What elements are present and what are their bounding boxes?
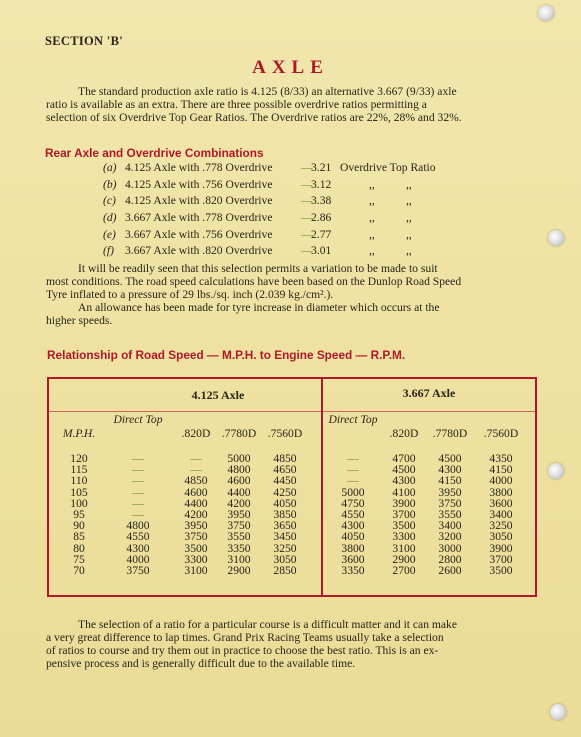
column-820d-4125 xyxy=(176,453,216,576)
combination-ratio: 3.12 xyxy=(311,177,332,191)
combination-letter: (c) xyxy=(103,194,116,208)
table-cell: 4200 xyxy=(184,507,208,521)
ditto-mark: ,, xyxy=(406,194,412,208)
combination-text: 3.667 Axle with .820 Overdrive xyxy=(125,244,273,258)
table-cell: 3300 xyxy=(392,530,416,544)
table-cell: 2600 xyxy=(438,563,462,577)
combination-text: 3.667 Axle with .756 Overdrive xyxy=(125,227,273,241)
table-cell: 3250 xyxy=(489,519,513,533)
combination-ratio: 3.21 xyxy=(311,161,332,174)
combination-ratio: 2.86 xyxy=(311,211,332,225)
mph-cell: 70 xyxy=(73,563,85,577)
mph-cell: 80 xyxy=(73,541,85,555)
table-cell: 3000 xyxy=(438,541,462,555)
table-cell: 4300 xyxy=(392,474,416,488)
table-cell: 3300 xyxy=(184,552,208,566)
ditto-mark: ,, xyxy=(406,211,412,225)
table-cell: 3200 xyxy=(438,530,462,544)
table-cell: 3450 xyxy=(273,530,297,544)
combination-ratio: 2.77 xyxy=(311,227,332,241)
table-cell: 4250 xyxy=(273,485,297,499)
table-cell: 3700 xyxy=(392,507,416,521)
table-cell: 3350 xyxy=(227,541,251,555)
table-cell: — xyxy=(347,463,359,477)
column-7560d-4125 xyxy=(261,453,309,576)
col-header-7780d-4125: .7780D xyxy=(221,427,257,440)
intro-line: selection of six Overdrive Top Gear Ratios. The Overdrive ratios are 22%, 28% and 32%. xyxy=(46,111,462,124)
mph-cell: 120 xyxy=(70,452,88,465)
table-cell: — xyxy=(132,452,144,465)
column-820d-3667 xyxy=(384,453,424,576)
mph-cell: 110 xyxy=(70,474,88,488)
table-cell: — xyxy=(347,452,359,465)
combination-text: 4.125 Axle with .778 Overdrive xyxy=(125,161,273,174)
combination-row xyxy=(103,243,523,260)
table-cell: — xyxy=(132,496,144,510)
ditto-mark: ,, xyxy=(369,227,375,241)
combination-letter: (b) xyxy=(103,177,117,191)
combination-letter: (a) xyxy=(103,161,117,174)
table-cell: 4550 xyxy=(341,507,365,521)
table-cell: 3950 xyxy=(184,519,208,533)
table-cell: 2800 xyxy=(438,552,462,566)
section-label: SECTION 'B' xyxy=(45,34,123,48)
combinations-heading: Rear Axle and Overdrive Combinations xyxy=(45,146,264,160)
combination-letter: (e) xyxy=(103,227,116,241)
combination-ratio: 3.38 xyxy=(311,194,332,208)
ditto-mark: ,, xyxy=(369,244,375,258)
combination-description: Overdrive Top Ratio xyxy=(340,161,436,174)
allowance-line: higher speeds. xyxy=(46,314,113,327)
table-cell: 4600 xyxy=(227,474,251,488)
combination-row xyxy=(103,227,523,244)
table-cell: — xyxy=(132,463,144,477)
mph-header: M.P.H. xyxy=(62,427,96,440)
table-cell: 4000 xyxy=(489,474,513,488)
table-cell: 4600 xyxy=(184,485,208,499)
binder-hole-bottom xyxy=(550,704,566,720)
table-cell: 3050 xyxy=(489,530,513,544)
closing-line: The selection of a ratio for a particular course is a difficult matter and it can make xyxy=(78,618,457,631)
col-header-direct-top-4125: Direct Top xyxy=(113,413,163,426)
ditto-mark: ,, xyxy=(369,211,375,225)
table-cell: — xyxy=(347,474,359,488)
table-cell: 4500 xyxy=(392,463,416,477)
table-cell: 4300 xyxy=(438,463,462,477)
table-cell: 3950 xyxy=(438,485,462,499)
table-cell: 3700 xyxy=(489,552,513,566)
col-header-820d-4125: .820D xyxy=(181,427,211,440)
combination-dash: — xyxy=(301,244,313,258)
table-cell: 4300 xyxy=(126,541,150,555)
table-cell: — xyxy=(190,452,202,465)
table-cell: 2700 xyxy=(392,563,416,577)
table-cell: 3850 xyxy=(273,507,297,521)
tyre-line: most conditions. The road speed calculations have been based on the Dunlop Road Speed xyxy=(46,275,462,288)
table-cell: 3750 xyxy=(126,563,150,577)
table-cell: 3600 xyxy=(489,496,513,510)
intro-paragraph xyxy=(46,85,533,124)
table-cell: 4100 xyxy=(392,485,416,499)
allowance-line: An allowance has been made for tyre increase in diameter which occurs at the xyxy=(78,301,440,314)
group-header-3667: 3.667 Axle xyxy=(402,386,456,400)
table-cell: 5000 xyxy=(227,452,251,465)
col-header-7560d-4125: .7560D xyxy=(267,427,303,440)
combination-row xyxy=(103,177,523,194)
table-cell: — xyxy=(190,463,202,477)
table-cell: 3500 xyxy=(184,541,208,555)
combination-text: 4.125 Axle with .820 Overdrive xyxy=(125,194,273,208)
binder-hole-lower xyxy=(548,463,564,479)
tyre-line: It will be readily seen that this selection permits a variation to be made to suit xyxy=(78,262,438,275)
table-cell: 4150 xyxy=(489,463,513,477)
ditto-mark: ,, xyxy=(369,194,375,208)
table-cell: 3250 xyxy=(273,541,297,555)
col-header-7560d-3667: .7560D xyxy=(483,427,519,440)
page-title: AXLE xyxy=(252,57,329,78)
group-header-4125: 4.125 Axle xyxy=(191,388,245,402)
mph-cell: 105 xyxy=(70,485,88,499)
table-cell: 3750 xyxy=(227,519,251,533)
table-cell: 3550 xyxy=(438,507,462,521)
table-cell: 3100 xyxy=(184,563,208,577)
speed-table xyxy=(47,377,537,597)
table-cell: 4700 xyxy=(392,452,416,465)
combination-letter: (d) xyxy=(103,211,117,225)
table-cell: 3950 xyxy=(227,507,251,521)
table-cell: 4400 xyxy=(227,485,251,499)
table-cell: — xyxy=(132,485,144,499)
combination-letter: (f) xyxy=(103,244,114,258)
table-cell: 3400 xyxy=(438,519,462,533)
ditto-mark: ,, xyxy=(406,244,412,258)
column-7780d-3667 xyxy=(426,453,474,576)
combination-text: 4.125 Axle with .756 Overdrive xyxy=(125,177,273,191)
table-cell: 4200 xyxy=(227,496,251,510)
combination-dash: — xyxy=(301,227,313,241)
mph-column xyxy=(51,453,107,576)
table-cell: 4550 xyxy=(126,530,150,544)
table-cell: 4300 xyxy=(341,519,365,533)
table-cell: 4500 xyxy=(438,452,462,465)
table-cell: 2900 xyxy=(392,552,416,566)
table-cell: 3100 xyxy=(392,541,416,555)
table-cell: 3750 xyxy=(184,530,208,544)
ditto-mark: ,, xyxy=(406,227,412,241)
combination-row xyxy=(103,160,523,177)
table-cell: 3050 xyxy=(273,552,297,566)
column-7780d-4125 xyxy=(217,453,261,576)
ditto-mark: ,, xyxy=(369,177,375,191)
table-cell: 3900 xyxy=(489,541,513,555)
ditto-mark: ,, xyxy=(406,177,412,191)
table-cell: 4150 xyxy=(438,474,462,488)
table-cell: 5000 xyxy=(341,485,365,499)
col-header-7780d-3667: .7780D xyxy=(432,427,468,440)
table-cell: 3800 xyxy=(489,485,513,499)
table-cell: 4450 xyxy=(273,474,297,488)
allowance-paragraph xyxy=(46,301,533,327)
table-cell: 3600 xyxy=(341,552,365,566)
binder-hole-top xyxy=(538,5,554,21)
table-cell: 4650 xyxy=(273,463,297,477)
combination-row xyxy=(103,193,523,210)
combination-dash: — xyxy=(301,211,313,225)
table-cell: 4050 xyxy=(341,530,365,544)
combination-ratio: 3.01 xyxy=(311,244,332,258)
column-7560d-3667 xyxy=(476,453,526,576)
table-cell: 4050 xyxy=(273,496,297,510)
table-cell: 4850 xyxy=(184,474,208,488)
table-cell: 3650 xyxy=(273,519,297,533)
mph-cell: 115 xyxy=(70,463,88,477)
table-cell: — xyxy=(132,474,144,488)
combination-dash: — xyxy=(301,177,313,191)
table-cell: — xyxy=(132,507,144,521)
closing-line: of ratios to course and try them out in practice to choose the best ratio. This is an ex- xyxy=(46,644,439,657)
closing-line: pensive process and is generally difficult due to the available time. xyxy=(46,657,356,670)
col-header-direct-top-3667: Direct Top xyxy=(328,413,378,426)
col-header-820d-3667: .820D xyxy=(389,427,419,440)
tyre-line: Tyre inflated to a pressure of 29 lbs./sq. inch (2.039 kg./cm².). xyxy=(46,288,334,301)
mph-cell: 85 xyxy=(73,530,85,544)
table-cell: 4400 xyxy=(184,496,208,510)
table-cell: 2850 xyxy=(273,563,297,577)
combinations-list xyxy=(103,160,523,260)
relationship-heading: Relationship of Road Speed — M.P.H. to Engine Speed — R.P.M. xyxy=(47,348,406,362)
table-cell: 2900 xyxy=(227,563,251,577)
table-cell: 4850 xyxy=(273,452,297,465)
combination-text: 3.667 Axle with .778 Overdrive xyxy=(125,211,273,225)
table-cell: 3400 xyxy=(489,507,513,521)
table-cell: 4800 xyxy=(126,519,150,533)
column-direct-top-4125 xyxy=(109,453,167,576)
table-cell: 3350 xyxy=(341,563,365,577)
closing-line: a very great difference to lap times. Grand Prix Racing Teams usually take a selection xyxy=(46,631,444,644)
closing-paragraph xyxy=(46,618,533,670)
table-cell: 4800 xyxy=(227,463,251,477)
table-cell: 3500 xyxy=(489,563,513,577)
mph-cell: 75 xyxy=(73,552,85,566)
table-cell: 3100 xyxy=(227,552,251,566)
table-cell: 3900 xyxy=(392,496,416,510)
combination-dash: — xyxy=(301,194,313,208)
group-header-rule xyxy=(49,411,535,412)
intro-line: The standard production axle ratio is 4.125 (8/33) an alternative 3.667 (9/33) axle xyxy=(78,85,457,98)
table-cell: 3750 xyxy=(438,496,462,510)
intro-line: ratio is available as an extra. There are three possible overdrive ratios permitting a xyxy=(46,98,427,111)
table-cell: 3800 xyxy=(341,541,365,555)
column-direct-top-3667 xyxy=(325,453,381,576)
binder-hole-upper xyxy=(548,230,564,246)
table-cell: 3550 xyxy=(227,530,251,544)
table-cell: 4350 xyxy=(489,452,513,465)
table-cell: 3500 xyxy=(392,519,416,533)
mph-cell: 100 xyxy=(70,496,88,510)
tyre-paragraph xyxy=(46,262,533,301)
combination-dash: — xyxy=(301,161,313,174)
table-cell: 4000 xyxy=(126,552,150,566)
mph-cell: 90 xyxy=(73,519,85,533)
table-cell: 4750 xyxy=(341,496,365,510)
mph-cell: 95 xyxy=(73,507,85,521)
combination-row xyxy=(103,210,523,227)
